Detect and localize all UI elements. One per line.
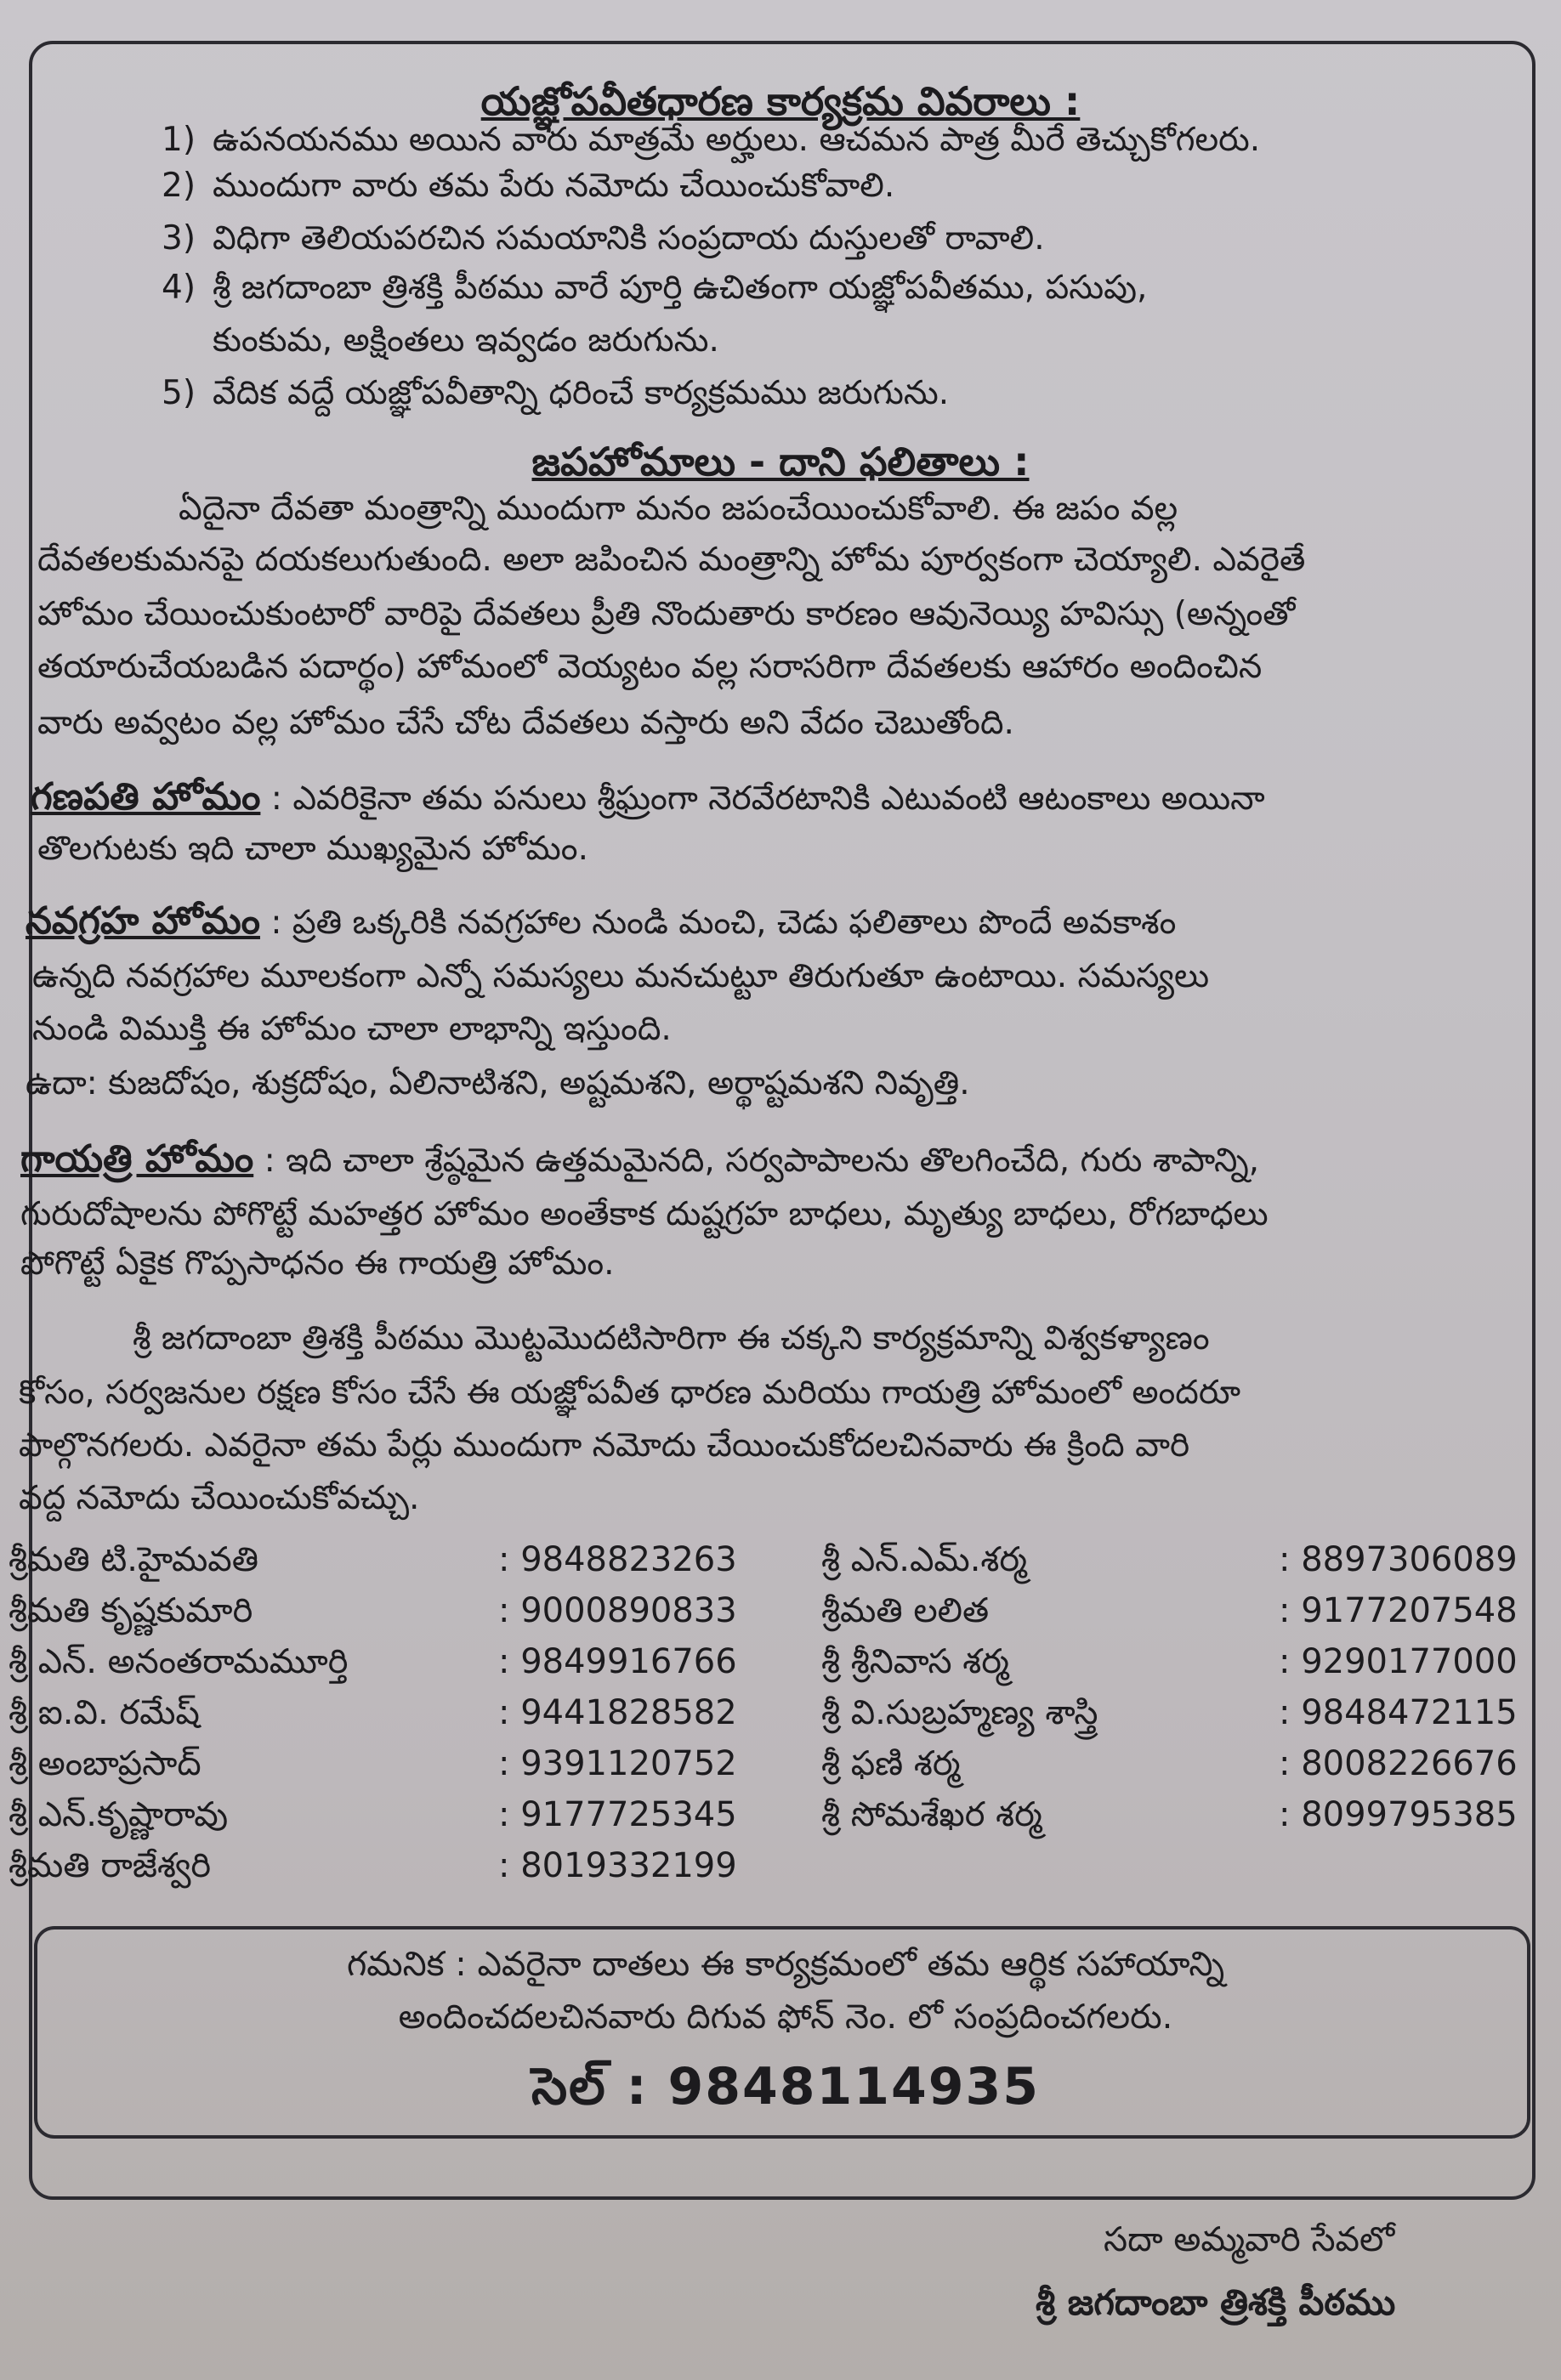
paragraph-line: దేవతలకుమనపై దయకలుగుతుంది. అలా జపించిన మంత్రాన్ని హోమ పూర్వకంగా చెయ్యాలి. ఎవరైతే (37, 541, 1306, 579)
cell-number: సెల్ : 9848114935 (531, 2057, 1040, 2116)
contact-name: శ్రీ వి.సుబ్రహ్మణ్య శాస్త్రి (821, 1693, 1098, 1732)
signature-org: శ్రీ జగదాంబా త్రిశక్తి పీఠము (1036, 2281, 1396, 2323)
navagraha-heading: నవగ్రహ హోమం (26, 899, 260, 943)
contact-name: శ్రీ ఎన్.కృష్ణారావు (9, 1795, 229, 1834)
note-line: అందించదలచినవారు దిగువ ఫోన్ నెం. లో సంప్రదించగలరు. (398, 1998, 1173, 2037)
item-text: వేదిక వద్దే యజ్ఞోపవీతాన్ని ధరించే కార్యక్రమము జరుగును. (213, 374, 950, 412)
contact-phone: : 9391120752 (498, 1744, 737, 1783)
contact-name: శ్రీ ఎన్.ఎమ్.శర్మ (821, 1540, 1028, 1579)
contact-name: శ్రీమతి లలిత (821, 1591, 990, 1630)
contact-phone: : 8099795385 (1279, 1795, 1518, 1834)
section1-title: యజ్ఞోపవీతధారణ కార్యక్రమ వివరాలు : (480, 78, 1081, 124)
contact-row (9, 1540, 1547, 1591)
contact-phone: : 9848472115 (1279, 1693, 1518, 1732)
item-text: శ్రీ జగదాంబా త్రిశక్తి పీఠము వారే పూర్తి ఉచితంగా యజ్ఞోపవీతము, పసుపు, (213, 269, 1148, 307)
paragraph-line: వద్ద నమోదు చేయించుకోవచ్చు. (19, 1479, 420, 1517)
list-item (162, 121, 1260, 167)
item-number: 4) (162, 269, 196, 307)
contact-phone: : 9177207548 (1279, 1591, 1518, 1630)
contact-row (9, 1846, 1547, 1897)
signature-line: సదా అమ్మవారి సేవలో (1104, 2220, 1395, 2259)
paragraph-line: నుండి విముక్తి ఈ హోమం చాలా లాభాన్ని ఇస్తుంది. (32, 1010, 672, 1048)
ganapati-text: : ఎవరికైనా తమ పనులు శ్రీఘ్రంగా నెరవేరటానికి ఎటువంటి ఆటంకాలు అయినా (260, 779, 1265, 818)
contact-name: శ్రీ అంబాప్రసాద్ (9, 1744, 202, 1783)
list-item (162, 167, 894, 212)
paragraph-line: శ్రీ జగదాంబా త్రిశక్తి పీఠము మొట్టమొదటిసారిగా ఈ చక్కని కార్యక్రమాన్ని విశ్వకళ్యాణం (133, 1319, 1210, 1357)
contact-name: శ్రీ ఫణి శర్మ (821, 1744, 961, 1783)
item-text: ఉపనయనము అయిన వారు మాత్రమే అర్హులు. ఆచమన పాత్ర మీరే తెచ్చుకోగలరు. (213, 121, 1261, 159)
contact-row (9, 1642, 1547, 1693)
gayatri-paragraph (20, 1137, 1259, 1190)
paragraph-line: తొలగుటకు ఇది చాలా ముఖ్యమైన హోమం. (37, 830, 588, 868)
note-line: గమనిక : ఎవరైనా దాతలు ఈ కార్యక్రమంలో తమ ఆర్థిక సహాయాన్ని (346, 1945, 1225, 1984)
item-number: 2) (162, 167, 196, 205)
contact-phone: : 8897306089 (1279, 1540, 1518, 1579)
paragraph-line: ఏదైనా దేవతా మంత్రాన్ని ముందుగా మనం జపంచేయించుకోవాలి. ఈ జపం వల్ల (179, 490, 1178, 528)
list-item (162, 374, 949, 420)
gayatri-text: : ఇది చాలా శ్రేష్ఠమైన ఉత్తమమైనది, సర్వపాపాలను తొలగించేది, గురు శాపాన్ని, (253, 1142, 1260, 1180)
paragraph-line: వారు అవ్వటం వల్ల హోమం చేసే చోట దేవతలు వస్తారు అని వేదం చెబుతోంది. (37, 704, 1014, 742)
list-item (162, 269, 1147, 314)
contact-name: శ్రీమతి రాజేశ్వరి (9, 1846, 212, 1885)
list-item (162, 219, 1045, 265)
contact-row (9, 1591, 1547, 1642)
ganapati-paragraph (31, 775, 1265, 828)
gayatri-heading: గాయత్రి హోమం (20, 1137, 254, 1181)
contact-name: శ్రీమతి టి.హైమవతి (9, 1540, 259, 1579)
contact-phone: : 8008226676 (1279, 1744, 1518, 1783)
item-text: విధిగా తెలియపరచిన సమయానికి సంప్రదాయ దుస్తులతో రావాలి. (213, 219, 1045, 258)
contact-name: శ్రీ ఐ.వి. రమేష్ (9, 1693, 200, 1732)
contact-phone: : 9441828582 (498, 1693, 737, 1732)
paragraph-line: పోగొట్టే ఏకైక గొప్పసాధనం ఈ గాయత్రి హోమం. (20, 1244, 615, 1283)
contact-phone: : 9000890833 (498, 1591, 737, 1630)
item-number: 1) (162, 121, 196, 159)
contact-row (9, 1795, 1547, 1846)
item-text: ముందుగా వారు తమ పేరు నమోదు చేయించుకోవాలి. (213, 167, 895, 205)
contact-name: శ్రీ సోమశేఖర శర్మ (821, 1795, 1042, 1834)
paragraph-line: ఉన్నది నవగ్రహాల మూలకంగా ఎన్నో సమస్యలు మనచుట్టూ తిరుగుతూ ఉంటాయి. సమస్యలు (32, 957, 1210, 995)
contact-row (9, 1693, 1547, 1744)
contact-phone: : 9177725345 (498, 1795, 737, 1834)
paragraph-line: హోమం చేయించుకుంటారో వారిపై దేవతలు ప్రీతి నొందుతారు కారణం ఆవునెయ్యి హవిస్సు (అన్నంతో (37, 595, 1296, 633)
list-item-continuation: కుంకుమ, అక్షింతలు ఇవ్వడం జరుగును. (213, 321, 719, 360)
contact-phone: : 9849916766 (498, 1642, 737, 1681)
contact-row (9, 1744, 1547, 1795)
contact-name: శ్రీమతి కృష్ణకుమారి (9, 1591, 253, 1630)
contact-phone: : 9848823263 (498, 1540, 737, 1579)
donation-note-box (34, 1926, 1530, 2139)
item-number: 5) (162, 374, 196, 412)
contact-phone: : 8019332199 (498, 1846, 737, 1885)
section2-title: జపహోమాలు - దాని ఫలితాలు : (531, 439, 1030, 484)
paragraph-line: పాల్గొనగలరు. ఎవరైనా తమ పేర్లు ముందుగా నమోదు చేయించుకోదలచినవారు ఈ క్రింది వారి (19, 1426, 1190, 1465)
paragraph-line: తయారుచేయబడిన పదార్థం) హోమంలో వెయ్యటం వల్ల సరాసరిగా దేవతలకు ఆహారం అందించిన (37, 648, 1263, 686)
item-number: 3) (162, 219, 196, 258)
paragraph-line: ఉదా: కుజదోషం, శుక్రదోషం, ఏలినాటిశని, అష్టమశని, అర్థాష్టమశని నివృత్తి. (26, 1064, 970, 1102)
ganapati-heading: గణపతి హోమం (31, 775, 261, 819)
contact-name: శ్రీ శ్రీనివాస శర్మ (821, 1642, 1009, 1681)
paragraph-line: కోసం, సర్వజనుల రక్షణ కోసం చేసే ఈ యజ్ఞోపవీత ధారణ మరియు గాయత్రి హోమంలో అందరూ (19, 1374, 1241, 1412)
navagraha-paragraph (26, 899, 1176, 952)
navagraha-text: : ప్రతి ఒక్కరికి నవగ్రహాల నుండి మంచి, చెడు ఫలితాలు పొందే అవకాశం (259, 904, 1177, 942)
contact-phone: : 9290177000 (1279, 1642, 1518, 1681)
contact-name: శ్రీ ఎన్. అనంతరామమూర్తి (9, 1642, 349, 1681)
paragraph-line: గురుదోషాలను పోగొట్టే మహత్తర హోమం అంతేకాక దుష్టగ్రహ బాధలు, మృత్యు బాధలు, రోగబాధలు (20, 1195, 1269, 1233)
